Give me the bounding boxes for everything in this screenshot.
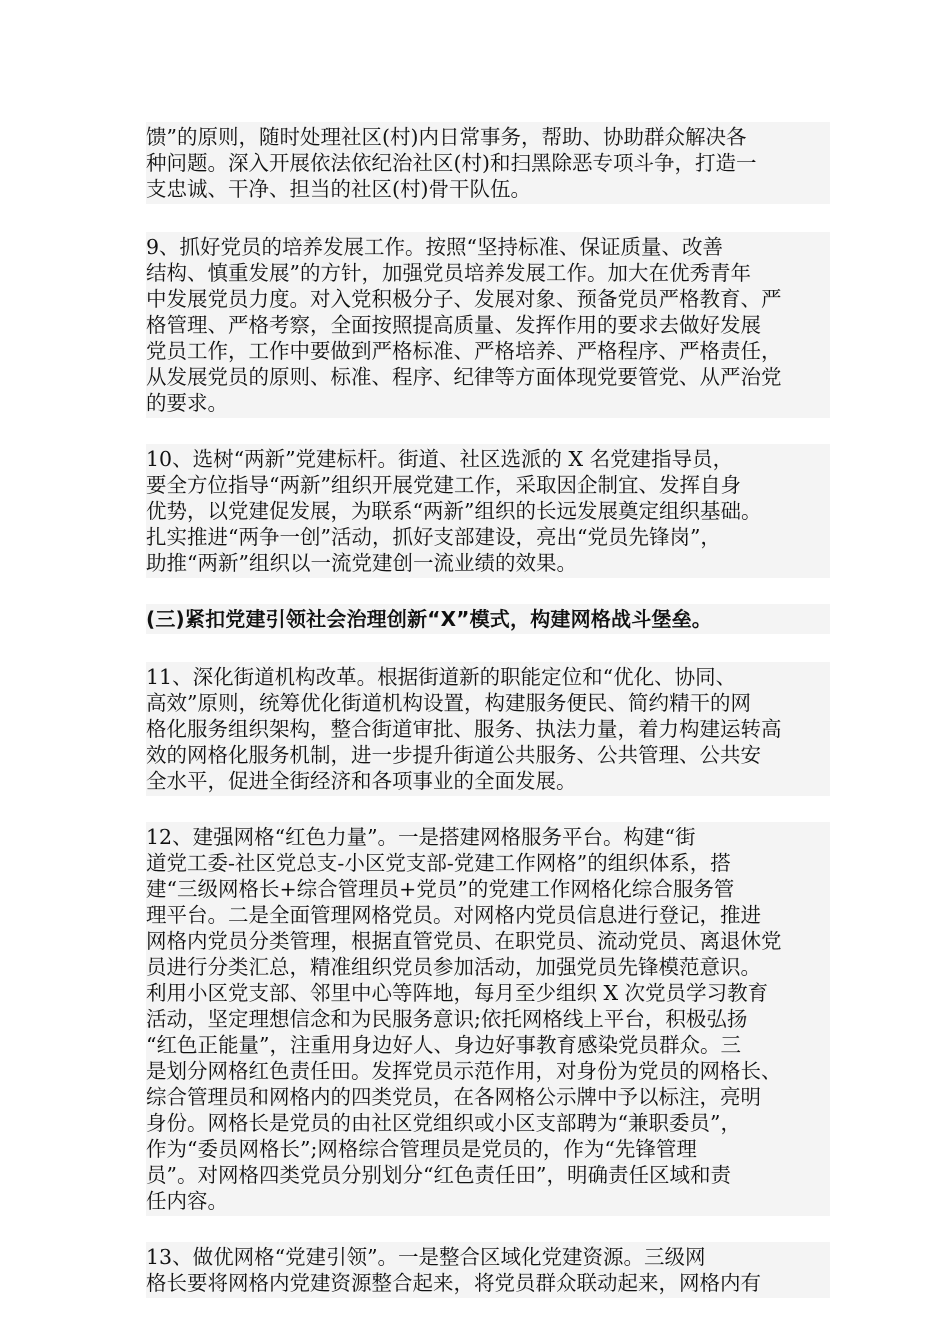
section-heading-3: (三)紧扣党建引领社会治理创新“X”模式，构建网格战斗堡垒。 [146,604,830,634]
paragraph-item-12: 12、建强网格“红色力量”。一是搭建网格服务平台。构建“街 道党工委-社区党总支-小区党支部-党建工作网格”的组织体系，搭 建“三级网格长+综合管理员+党员”的党建工作网格化综合服务管 理平台。二是全面管理网格党员。对网格内党员信息进行登记，推进 网格内党员分类管理，根据直管党员、在职党员、流动党员、离退休党 员进行分类汇总，精准组织党员参加活动，加强党员先锋模范意识。 利用小区党支部、邻里中心等阵地，每月至少组织 X 次党员学习教育 活动，坚定理想信念和为民服务意识;依托网格线上平台，积极弘扬 “红色正能量”，注重用身边好人、身边好事教育感染党员群众。三 是划分网格红色责任田。发挥党员示范作用，对身份为党员的网格长、 综合管理员和网格内的四类党员，在各网格公示牌中予以标注，亮明 身份。网格长是党员的由社区党组织或小区支部聘为“兼职委员”， 作为“委员网格长”;网格综合管理员是党员的，作为“先锋管理 员”。对网格四类党员分别划分“红色责任田”，明确责任区域和责 任内容。 [146,822,830,1216]
document-body [146,122,830,1324]
paragraph-intro-continued: 馈”的原则，随时处理社区(村)内日常事务，帮助、协助群众解决各 种问题。深入开展依法依纪治社区(村)和扫黑除恶专项斗争，打造一 支忠诚、干净、担当的社区(村)骨干队伍。 [146,122,830,204]
paragraph-item-13: 13、做优网格“党建引领”。一是整合区域化党建资源。三级网 格长要将网格内党建资源整合起来，将党员群众联动起来，网格内有 [146,1242,830,1298]
paragraph-item-9: 9、抓好党员的培养发展工作。按照“坚持标准、保证质量、改善 结构、慎重发展”的方针，加强党员培养发展工作。加大在优秀青年 中发展党员力度。对入党积极分子、发展对象、预备党员严格教育、严 格管理、严格考察，全面按照提高质量、发挥作用的要求去做好发展 党员工作，工作中要做到严格标准、严格培养、严格程序、严格责任， 从发展党员的原则、标准、程序、纪律等方面体现党要管党、从严治党 的要求。 [146,232,830,418]
paragraph-item-10: 10、选树“两新”党建标杆。街道、社区选派的 X 名党建指导员， 要全方位指导“两新”组织开展党建工作，采取因企制宜、发挥自身 优势，以党建促发展，为联系“两新”组织的长远发展奠定组织基础。 扎实推进“两争一创”活动，抓好支部建设，亮出“党员先锋岗”， 助推“两新”组织以一流党建创一流业绩的效果。 [146,444,830,578]
paragraph-item-11: 11、深化街道机构改革。根据街道新的职能定位和“优化、协同、 高效”原则，统筹优化街道机构设置，构建服务便民、简约精干的网 格化服务组织架构，整合街道审批、服务、执法力量，着力构建运转高 效的网格化服务机制，进一步提升街道公共服务、公共管理、公共安 全水平，促进全街经济和各项事业的全面发展。 [146,662,830,796]
